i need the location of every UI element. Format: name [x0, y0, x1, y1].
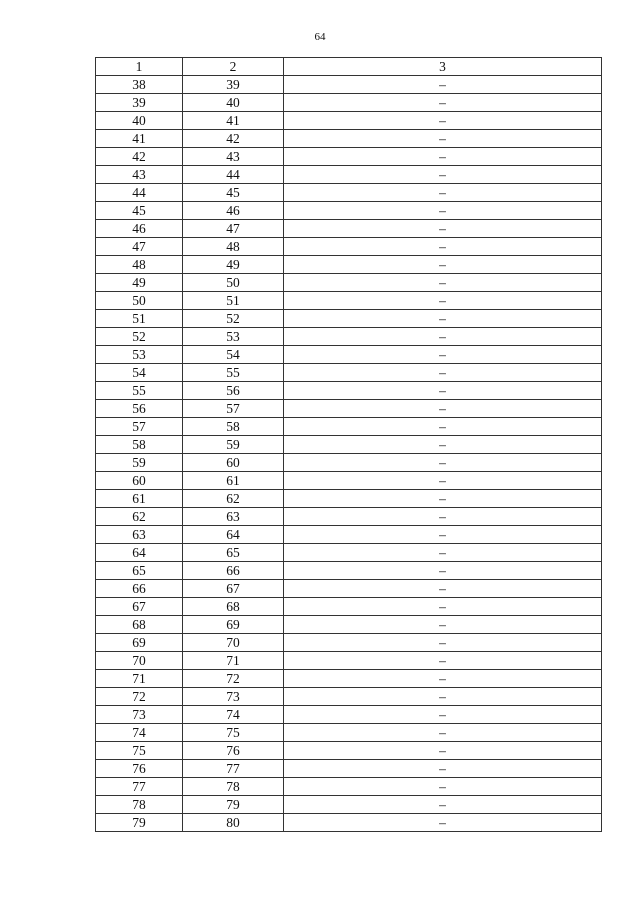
table-cell: –	[284, 346, 602, 364]
table-cell: 58	[183, 418, 284, 436]
table-cell: 57	[96, 418, 183, 436]
table-cell: 43	[183, 148, 284, 166]
table-cell: –	[284, 328, 602, 346]
table-cell: 60	[96, 472, 183, 490]
table-cell: –	[284, 256, 602, 274]
table-row	[96, 616, 602, 634]
table-cell: 54	[183, 346, 284, 364]
table-cell: 45	[96, 202, 183, 220]
table-cell: 42	[183, 130, 284, 148]
table-cell: 71	[96, 670, 183, 688]
table-cell: 79	[96, 814, 183, 832]
table-cell: 79	[183, 796, 284, 814]
table-cell: 56	[96, 400, 183, 418]
table-cell: 76	[183, 742, 284, 760]
table-row	[96, 112, 602, 130]
table-body	[96, 76, 602, 832]
table-cell: –	[284, 652, 602, 670]
column-header: 2	[183, 58, 284, 76]
table-row	[96, 166, 602, 184]
table-cell: 40	[183, 94, 284, 112]
table-cell: –	[284, 814, 602, 832]
table-cell: 69	[183, 616, 284, 634]
table-cell: 61	[96, 490, 183, 508]
table-cell: –	[284, 472, 602, 490]
page-number: 64	[314, 31, 326, 43]
table-row	[96, 274, 602, 292]
table-cell: 55	[96, 382, 183, 400]
table-cell: 41	[96, 130, 183, 148]
table-row	[96, 256, 602, 274]
table-row	[96, 436, 602, 454]
table-header-row	[96, 58, 602, 76]
table-cell: 62	[96, 508, 183, 526]
table-cell: –	[284, 742, 602, 760]
table-cell: 43	[96, 166, 183, 184]
table-cell: –	[284, 418, 602, 436]
table-row	[96, 652, 602, 670]
table-row	[96, 724, 602, 742]
table-cell: 77	[96, 778, 183, 796]
table-cell: 66	[183, 562, 284, 580]
table-cell: –	[284, 202, 602, 220]
table-cell: 54	[96, 364, 183, 382]
table-row	[96, 490, 602, 508]
table-cell: 71	[183, 652, 284, 670]
table-cell: 62	[183, 490, 284, 508]
table-row	[96, 364, 602, 382]
table-cell: 53	[183, 328, 284, 346]
table-cell: –	[284, 616, 602, 634]
table-cell: 59	[183, 436, 284, 454]
table-cell: –	[284, 292, 602, 310]
table-cell: 44	[183, 166, 284, 184]
table-row	[96, 544, 602, 562]
table-cell: 51	[183, 292, 284, 310]
table-row	[96, 562, 602, 580]
table-cell: –	[284, 130, 602, 148]
table-cell: 50	[183, 274, 284, 292]
table-cell: 68	[183, 598, 284, 616]
table-cell: 46	[96, 220, 183, 238]
table-cell: –	[284, 382, 602, 400]
table-row	[96, 184, 602, 202]
column-header: 1	[96, 58, 183, 76]
table-row	[96, 508, 602, 526]
table-cell: 74	[96, 724, 183, 742]
table-cell: –	[284, 436, 602, 454]
table-cell: 74	[183, 706, 284, 724]
table-cell: 68	[96, 616, 183, 634]
table-cell: 63	[96, 526, 183, 544]
column-header: 3	[284, 58, 602, 76]
table-row	[96, 220, 602, 238]
table-cell: 58	[96, 436, 183, 454]
table-cell: 70	[183, 634, 284, 652]
table-cell: 73	[96, 706, 183, 724]
table-row	[96, 760, 602, 778]
table-cell: 53	[96, 346, 183, 364]
table-cell: 48	[183, 238, 284, 256]
table-cell: 75	[96, 742, 183, 760]
table-row	[96, 454, 602, 472]
table-cell: 64	[183, 526, 284, 544]
table-cell: 72	[183, 670, 284, 688]
table-cell: 47	[96, 238, 183, 256]
table-cell: 52	[183, 310, 284, 328]
table-cell: 60	[183, 454, 284, 472]
table-cell: 49	[96, 274, 183, 292]
table-row	[96, 472, 602, 490]
table-cell: –	[284, 112, 602, 130]
table-row	[96, 400, 602, 418]
table-cell: –	[284, 634, 602, 652]
table-cell: 51	[96, 310, 183, 328]
table-cell: 63	[183, 508, 284, 526]
table-cell: –	[284, 544, 602, 562]
table-cell: 69	[96, 634, 183, 652]
table-cell: 59	[96, 454, 183, 472]
table-cell: –	[284, 796, 602, 814]
table-cell: –	[284, 148, 602, 166]
table-row	[96, 238, 602, 256]
table-cell: 72	[96, 688, 183, 706]
table-cell: –	[284, 670, 602, 688]
table-cell: –	[284, 220, 602, 238]
table-cell: 80	[183, 814, 284, 832]
table-cell: –	[284, 400, 602, 418]
table-cell: 39	[96, 94, 183, 112]
table-row	[96, 742, 602, 760]
table-row	[96, 292, 602, 310]
table-cell: 45	[183, 184, 284, 202]
data-table	[95, 57, 602, 832]
table-row	[96, 202, 602, 220]
table-row	[96, 130, 602, 148]
table-cell: 57	[183, 400, 284, 418]
table-cell: 50	[96, 292, 183, 310]
table-row	[96, 688, 602, 706]
table-cell: –	[284, 580, 602, 598]
table-cell: –	[284, 688, 602, 706]
table-cell: –	[284, 508, 602, 526]
table-row	[96, 778, 602, 796]
table-cell: 78	[96, 796, 183, 814]
table-cell: 44	[96, 184, 183, 202]
table-cell: –	[284, 310, 602, 328]
table-cell: –	[284, 490, 602, 508]
table-cell: –	[284, 238, 602, 256]
table-cell: 77	[183, 760, 284, 778]
table-cell: 55	[183, 364, 284, 382]
table-row	[96, 148, 602, 166]
table-cell: 76	[96, 760, 183, 778]
table-cell: 56	[183, 382, 284, 400]
table-cell: –	[284, 598, 602, 616]
table-row	[96, 670, 602, 688]
table-cell: 52	[96, 328, 183, 346]
table-row	[96, 76, 602, 94]
table-cell: –	[284, 166, 602, 184]
table-row	[96, 796, 602, 814]
table-cell: –	[284, 706, 602, 724]
table-row	[96, 382, 602, 400]
table-row	[96, 598, 602, 616]
table-cell: –	[284, 760, 602, 778]
table-cell: –	[284, 724, 602, 742]
table-cell: 64	[96, 544, 183, 562]
table-row	[96, 418, 602, 436]
table-row	[96, 814, 602, 832]
table-cell: –	[284, 454, 602, 472]
table-row	[96, 634, 602, 652]
table-row	[96, 328, 602, 346]
table-cell: 41	[183, 112, 284, 130]
table-cell: 65	[183, 544, 284, 562]
table-cell: 61	[183, 472, 284, 490]
table-cell: 67	[96, 598, 183, 616]
table-row	[96, 94, 602, 112]
table-cell: –	[284, 526, 602, 544]
table-cell: 70	[96, 652, 183, 670]
table-cell: 46	[183, 202, 284, 220]
table-cell: 66	[96, 580, 183, 598]
table-cell: 75	[183, 724, 284, 742]
table-row	[96, 310, 602, 328]
table-cell: 38	[96, 76, 183, 94]
table-cell: 65	[96, 562, 183, 580]
table-cell: –	[284, 274, 602, 292]
table-cell: 47	[183, 220, 284, 238]
table-row	[96, 526, 602, 544]
table-cell: 49	[183, 256, 284, 274]
table-cell: –	[284, 364, 602, 382]
table-cell: 40	[96, 112, 183, 130]
table-cell: 39	[183, 76, 284, 94]
table-cell: –	[284, 778, 602, 796]
table-cell: –	[284, 184, 602, 202]
table-cell: 42	[96, 148, 183, 166]
table-cell: 67	[183, 580, 284, 598]
table-cell: –	[284, 76, 602, 94]
table-row	[96, 706, 602, 724]
table-cell: 48	[96, 256, 183, 274]
table-row	[96, 346, 602, 364]
table-row	[96, 580, 602, 598]
table-cell: 78	[183, 778, 284, 796]
table-cell: 73	[183, 688, 284, 706]
table-cell: –	[284, 94, 602, 112]
table-cell: –	[284, 562, 602, 580]
